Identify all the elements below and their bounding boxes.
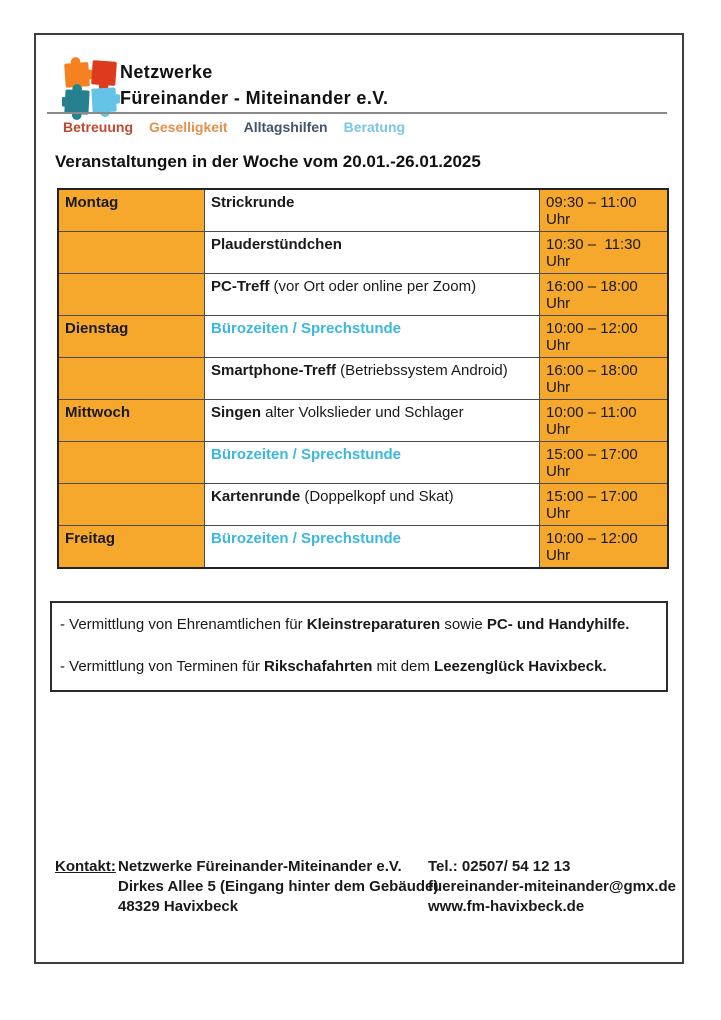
- schedule-day-cell: [58, 484, 205, 526]
- schedule-event-cell: [205, 442, 540, 484]
- schedule-event-cell: [205, 316, 540, 358]
- event-detail: alter Volkslieder und Schlager: [261, 404, 464, 421]
- schedule-row: [58, 442, 668, 484]
- event-detail: (vor Ort oder online per Zoom): [269, 278, 477, 295]
- category-nav: [63, 119, 405, 135]
- schedule-time-cell: 15:00 – 17:00 Uhr: [540, 442, 669, 484]
- schedule-day-cell: Montag: [58, 189, 205, 232]
- schedule-event-cell: [205, 274, 540, 316]
- schedule-time-cell: 15:00 – 17:00 Uhr: [540, 484, 669, 526]
- schedule-time-cell: 09:30 – 11:00 Uhr: [540, 189, 669, 232]
- event-name: Bürozeiten / Sprechstunde: [211, 320, 402, 337]
- contact-line: Dirkes Allee 5 (Eingang hinter dem Gebäude): [118, 878, 439, 895]
- contact-details: [428, 857, 676, 917]
- schedule-time-cell: 10:00 – 12:00 Uhr: [540, 316, 669, 358]
- event-name: Bürozeiten / Sprechstunde: [211, 446, 402, 463]
- nav-item: Beratung: [343, 119, 406, 135]
- schedule-row: [58, 232, 668, 274]
- contact-line: www.fm-havixbeck.de: [428, 898, 585, 915]
- logo-wordmark: [120, 59, 388, 111]
- schedule-row: [58, 316, 668, 358]
- contact-label: Kontakt:: [55, 858, 116, 875]
- schedule-time-cell: 10:30 – 11:30 Uhr: [540, 232, 669, 274]
- header-divider: [47, 112, 667, 114]
- event-name: Bürozeiten / Sprechstunde: [211, 530, 402, 547]
- schedule-time-cell: 16:00 – 18:00 Uhr: [540, 358, 669, 400]
- schedule-row: [58, 274, 668, 316]
- schedule-event-cell: [205, 232, 540, 274]
- event-name: PC-Treff: [211, 278, 270, 295]
- contact-line: Tel.: 02507/ 54 12 13: [428, 858, 571, 875]
- event-name: Plauderstündchen: [211, 236, 342, 253]
- page-border-frame: [34, 33, 684, 964]
- nav-item: Betreuung: [63, 119, 133, 135]
- event-name: Smartphone-Treff: [211, 362, 337, 379]
- schedule-row: [58, 526, 668, 569]
- schedule-row: [58, 358, 668, 400]
- logo-line2: Füreinander - Miteinander e.V.: [120, 88, 389, 108]
- event-name: Singen: [211, 404, 262, 421]
- event-detail: (Doppelkopf und Skat): [300, 488, 454, 505]
- schedule-day-cell: Freitag: [58, 526, 205, 569]
- contact-address: [118, 857, 438, 917]
- schedule-event-cell: [205, 526, 540, 569]
- schedule-day-cell: [58, 442, 205, 484]
- schedule-event-cell: [205, 484, 540, 526]
- logo-line1: Netzwerke: [120, 62, 213, 82]
- schedule-day-cell: Mittwoch: [58, 400, 205, 442]
- nav-item: Alltagshilfen: [243, 119, 328, 135]
- schedule-table: [57, 188, 669, 569]
- contact-line: fuereinander-miteinander@gmx.de: [428, 878, 677, 895]
- info-line: - Vermittlung von Ehrenamtlichen für Kleinstreparaturen sowie PC- und Handyhilfe.: [60, 616, 630, 633]
- services-info-box: [50, 601, 668, 692]
- schedule-event-cell: [205, 358, 540, 400]
- event-detail: (Betriebssystem Android): [336, 362, 508, 379]
- schedule-time-cell: 10:00 – 11:00 Uhr: [540, 400, 669, 442]
- page-title: Veranstaltungen in der Woche vom 20.01.-26.01.2025: [55, 152, 481, 171]
- schedule-row: [58, 189, 668, 232]
- contact-line: Netzwerke Füreinander-Miteinander e.V.: [118, 858, 402, 875]
- schedule-row: [58, 400, 668, 442]
- event-name: Strickrunde: [211, 194, 295, 211]
- schedule-row: [58, 484, 668, 526]
- schedule-day-cell: Dienstag: [58, 316, 205, 358]
- schedule-day-cell: [58, 232, 205, 274]
- event-name: Kartenrunde: [211, 488, 301, 505]
- contact-line: 48329 Havixbeck: [118, 898, 239, 915]
- schedule-event-cell: [205, 189, 540, 232]
- schedule-time-cell: 10:00 – 12:00 Uhr: [540, 526, 669, 569]
- info-line: - Vermittlung von Terminen für Rikschafahrten mit dem Leezenglück Havixbeck.: [60, 658, 607, 675]
- nav-item: Geselligkeit: [149, 119, 228, 135]
- schedule-day-cell: [58, 274, 205, 316]
- schedule-day-cell: [58, 358, 205, 400]
- schedule-time-cell: 16:00 – 18:00 Uhr: [540, 274, 669, 316]
- schedule-event-cell: [205, 400, 540, 442]
